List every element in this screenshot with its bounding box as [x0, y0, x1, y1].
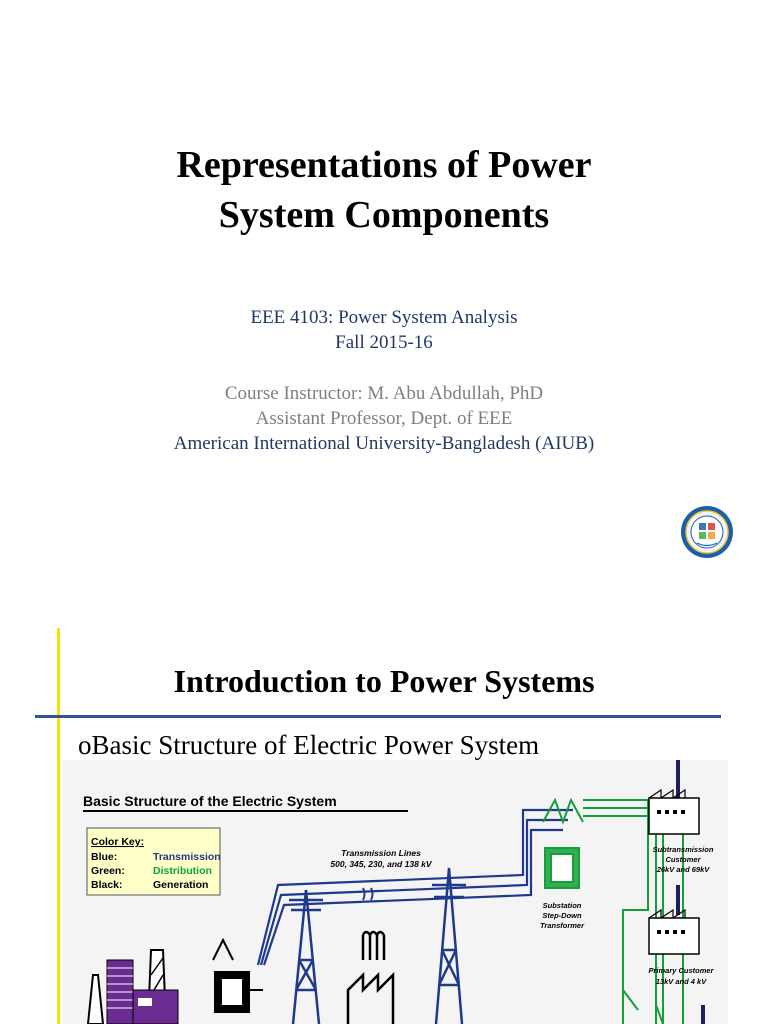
- substation-label-1: Substation: [542, 901, 582, 910]
- transmission-voltages-label: 500, 345, 230, and 138 kV: [330, 859, 432, 869]
- slide-title: [0, 140, 768, 240]
- instructor-position: Assistant Professor, Dept. of EEE: [255, 408, 513, 429]
- substation-label-2: Step-Down: [542, 911, 582, 920]
- key-color-black: Black:: [91, 879, 123, 891]
- subtrans-label-1: Subtransmission: [652, 845, 714, 854]
- primary-label-2: 13kV and 4 kV: [655, 977, 707, 986]
- color-key: [87, 828, 221, 895]
- semester: Fall 2015-16: [335, 332, 433, 353]
- primary-label-1: Primary Customer: [648, 966, 714, 975]
- key-color-blue: Blue:: [91, 851, 118, 863]
- title-line-2: System Components: [218, 194, 550, 236]
- key-meaning-distribution: Distribution: [153, 865, 212, 877]
- transmission-lines-label: Transmission Lines: [341, 848, 421, 858]
- course-name: EEE 4103: Power System Analysis: [250, 307, 518, 328]
- power-system-diagram: [63, 760, 728, 1024]
- key-meaning-transmission: Transmission: [153, 851, 221, 863]
- color-key-title: Color Key:: [91, 836, 145, 848]
- course-info: [0, 305, 768, 355]
- title-line-1: Representations of Power: [176, 144, 592, 186]
- diagram-heading: Basic Structure of the Electric System: [83, 793, 337, 809]
- subtrans-label-2: Customer: [665, 855, 701, 864]
- university-seal-icon: [680, 505, 734, 559]
- bullet-item: oBasic Structure of Electric Power System: [78, 730, 540, 760]
- title-underline: [35, 715, 721, 718]
- customer-stack-partial: [701, 1005, 705, 1024]
- university-name: American International University-Bangladesh (AIUB): [173, 433, 595, 454]
- slide-2-title: Introduction to Power Systems: [173, 663, 595, 699]
- subtrans-label-3: 26kV and 69kV: [656, 865, 710, 874]
- instructor-name: Course Instructor: M. Abu Abdullah, PhD: [224, 383, 544, 404]
- substation-label-3: Transformer: [539, 921, 585, 930]
- key-meaning-generation: Generation: [153, 879, 209, 891]
- key-color-green: Green:: [91, 865, 125, 877]
- instructor-info: [0, 381, 768, 456]
